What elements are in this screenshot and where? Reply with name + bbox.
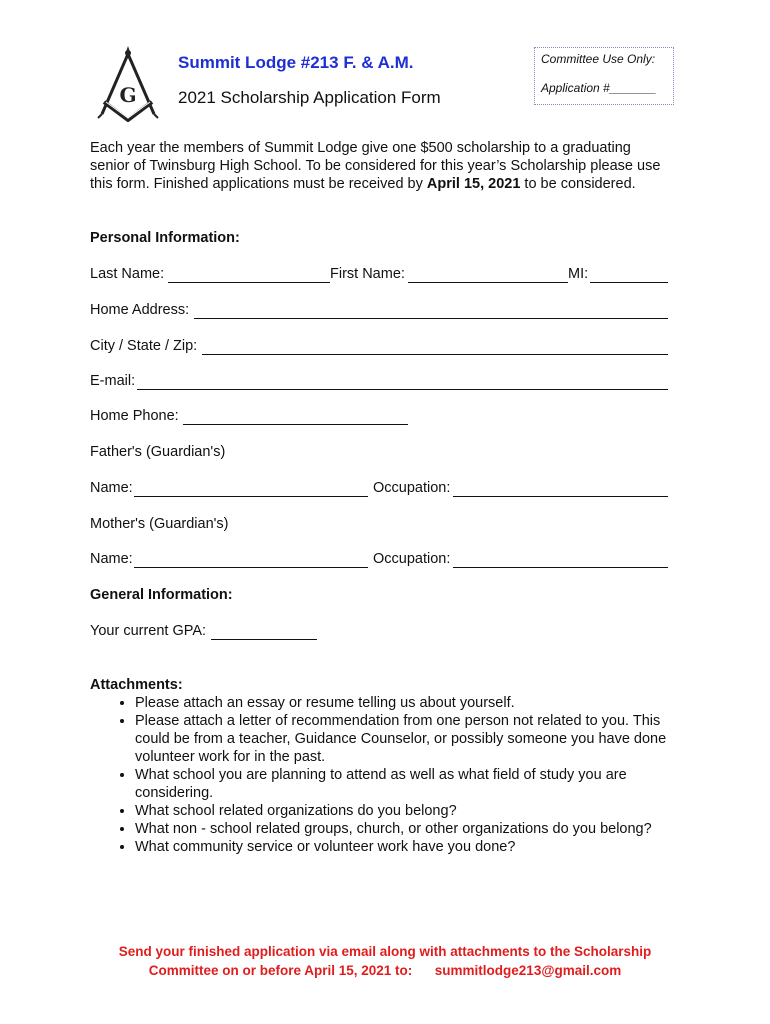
- father-name-row: [90, 480, 670, 500]
- footer-line-1: Send your finished application via email along with attachments to the Scholarship: [118, 944, 652, 959]
- intro-tail: to be considered.: [520, 176, 636, 192]
- deadline-date: April 15, 2021: [426, 176, 521, 192]
- first-name-label: First Name:: [330, 266, 405, 282]
- email-row: [90, 373, 670, 393]
- mother-occupation-label: Occupation:: [373, 551, 451, 567]
- intro-text: Each year the members of Summit Lodge give one $500 scholarship to a graduating senior of Twinsburg High School. To be considered for this year’s Scholarship please use this form. Finished applications must be received by: [90, 140, 661, 192]
- intro-paragraph: [90, 139, 670, 193]
- attachment-item: • Please attach an essay or resume telling us about yourself.: [135, 694, 690, 712]
- home-address-row: [90, 302, 670, 322]
- name-row: [90, 266, 670, 286]
- submission-instructions: [90, 942, 680, 980]
- committee-label: Committee Use Only:: [541, 52, 656, 66]
- attachments-heading: Attachments:: [90, 677, 183, 693]
- mother-name-row: [90, 551, 670, 571]
- lodge-name: Summit Lodge #213 F. & A.M.: [178, 53, 414, 72]
- father-name-field[interactable]: [134, 496, 368, 497]
- mother-heading-row: [90, 516, 670, 536]
- mother-name-label: Name:: [90, 551, 133, 567]
- home-phone-field[interactable]: [183, 424, 408, 425]
- attachment-item: • What community service or volunteer work have you done?: [135, 838, 690, 856]
- city-state-zip-label: City / State / Zip:: [90, 338, 198, 354]
- svg-text:G: G: [119, 83, 137, 107]
- father-occupation-label: Occupation:: [373, 480, 451, 496]
- mi-label: MI:: [568, 266, 589, 282]
- committee-use-box: [534, 47, 674, 105]
- city-state-zip-field[interactable]: [202, 354, 668, 355]
- gpa-row: [90, 623, 670, 643]
- form-title: 2021 Scholarship Application Form: [178, 88, 441, 107]
- attachments-section: [90, 676, 690, 856]
- mother-guardian-label: Mother's (Guardian's): [90, 516, 229, 532]
- attachment-item: • What non - school related groups, church, or other organizations do you belong?: [135, 820, 690, 838]
- email-label: E-mail:: [90, 373, 136, 389]
- personal-info-heading: Personal Information:: [90, 230, 240, 246]
- general-info-heading: General Information:: [90, 587, 233, 603]
- father-name-label: Name:: [90, 480, 133, 496]
- last-name-label: Last Name:: [90, 266, 165, 282]
- general-info-heading-row: [90, 587, 670, 607]
- first-name-field[interactable]: [408, 282, 568, 283]
- city-state-zip-row: [90, 338, 670, 358]
- home-address-field[interactable]: [194, 318, 668, 319]
- home-address-label: Home Address:: [90, 302, 190, 318]
- application-number-label: Application #_______: [541, 81, 657, 95]
- father-guardian-label: Father's (Guardian's): [90, 444, 226, 460]
- personal-info-heading-row: [90, 230, 670, 250]
- mother-occupation-field[interactable]: [453, 567, 668, 568]
- home-phone-row: [90, 408, 670, 428]
- attachment-item: • What school you are planning to attend as well as what field of study you are considering.: [135, 766, 690, 802]
- home-phone-label: Home Phone:: [90, 408, 179, 424]
- gpa-field[interactable]: [211, 639, 317, 640]
- attachments-list: [90, 694, 690, 856]
- father-heading-row: [90, 444, 670, 464]
- mi-field[interactable]: [590, 282, 668, 283]
- gpa-label: Your current GPA:: [90, 623, 207, 639]
- square-and-compasses-logo: [96, 44, 160, 122]
- attachment-item: • What school related organizations do you belong?: [135, 802, 690, 820]
- mother-name-field[interactable]: [134, 567, 368, 568]
- father-occupation-field[interactable]: [453, 496, 668, 497]
- email-field[interactable]: [137, 389, 668, 390]
- footer-line-2: Committee on or before April 15, 2021 to: summitlodge213@gmail.com: [148, 963, 622, 978]
- last-name-field[interactable]: [168, 282, 330, 283]
- attachment-item: • Please attach a letter of recommendation from one person not related to you. This could be from a teacher, Guidance Counselor, or possibly someone you have done volunteer work for in the past.: [135, 712, 690, 766]
